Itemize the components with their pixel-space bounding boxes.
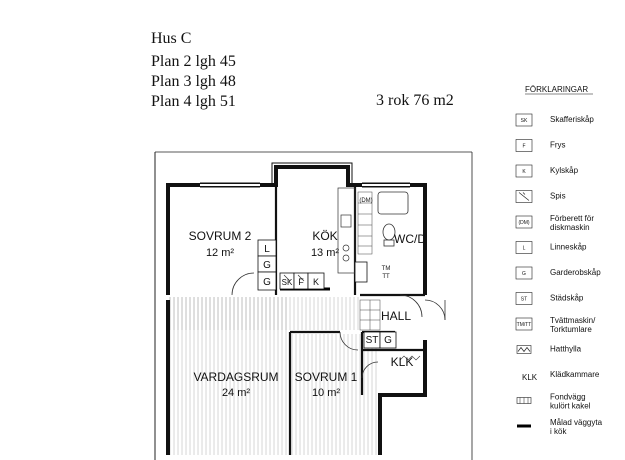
legend-symbol: G bbox=[522, 271, 526, 277]
legend-label: Klädkammare bbox=[550, 370, 600, 379]
legend-label: Skafferiskåp bbox=[550, 115, 594, 124]
fixture-sk: SK bbox=[281, 278, 293, 287]
fixture-l: L bbox=[264, 244, 270, 255]
legend-item bbox=[516, 140, 566, 152]
legend-item bbox=[516, 267, 601, 279]
fixture-st: ST bbox=[365, 335, 379, 346]
fixture-tm: TM bbox=[381, 266, 391, 272]
fixture-g-1: G bbox=[263, 260, 271, 271]
legend-item bbox=[517, 345, 582, 354]
room-wcd-name: WC/D bbox=[394, 232, 426, 246]
room-sovrum2-name: SOVRUM 2 bbox=[188, 229, 252, 243]
legend-symbol: SK bbox=[520, 118, 528, 124]
legend-label-line2: diskmaskin bbox=[550, 223, 590, 232]
legend-item bbox=[516, 293, 584, 305]
fixture-k: K bbox=[312, 277, 320, 287]
fixture-dm: (DM) bbox=[359, 198, 373, 204]
legend bbox=[516, 85, 603, 436]
legend-label: Fondvägg bbox=[550, 392, 586, 402]
legend-label: Tvättmaskin/ bbox=[550, 316, 596, 325]
legend-label: Linneskåp bbox=[550, 242, 587, 252]
legend-symbol: F bbox=[522, 143, 526, 150]
building-title: Hus C bbox=[151, 30, 192, 47]
room-hall-name: HALL bbox=[380, 309, 412, 323]
fixture-g-2: G bbox=[263, 277, 271, 288]
legend-title: FÖRKLARINGAR bbox=[525, 85, 589, 94]
plan-line-3: Plan 4 lgh 51 bbox=[151, 93, 236, 110]
legend-label-line2: Torktumlare bbox=[550, 325, 592, 334]
room-vardagsrum-area: 24 m² bbox=[221, 387, 251, 399]
legend-item bbox=[517, 393, 591, 411]
legend-label: Städskåp bbox=[550, 293, 584, 303]
legend-symbol: KLK bbox=[522, 373, 538, 382]
legend-label: Frys bbox=[550, 140, 566, 150]
legend-item bbox=[516, 242, 587, 254]
legend-symbol: ST bbox=[520, 296, 528, 303]
legend-label: Hatthylla bbox=[550, 344, 582, 354]
room-kok-area: 13 m² bbox=[310, 247, 340, 259]
legend-item bbox=[516, 316, 596, 334]
legend-item bbox=[516, 165, 579, 177]
room-kok-name: KÖK bbox=[312, 229, 338, 243]
legend-label: Spis bbox=[550, 191, 566, 201]
legend-label: Garderobskåp bbox=[550, 268, 601, 277]
legend-symbol: TM/TT bbox=[516, 322, 532, 328]
tile-wall bbox=[358, 192, 380, 330]
room-klk-name: KLK bbox=[390, 355, 414, 369]
legend-symbol: K bbox=[522, 169, 526, 175]
room-sovrum1-name: SOVRUM 1 bbox=[294, 370, 358, 384]
legend-item bbox=[517, 418, 603, 436]
legend-label: Förberett för bbox=[550, 214, 595, 223]
legend-label: Kylskåp bbox=[550, 166, 579, 175]
plan-line-1: Plan 2 lgh 45 bbox=[151, 53, 236, 70]
legend-label-line2: kulört kakel bbox=[550, 401, 591, 411]
legend-label: Målad väggyta bbox=[550, 418, 603, 427]
legend-label-line2: i kök bbox=[550, 427, 567, 436]
legend-item bbox=[516, 114, 594, 126]
room-sovrum1-area: 10 m² bbox=[311, 387, 341, 399]
plan-line-2: Plan 3 lgh 48 bbox=[151, 73, 236, 90]
fixture-tt: TT bbox=[382, 274, 390, 280]
room-sovrum2-area: 12 m² bbox=[205, 247, 235, 259]
legend-item bbox=[522, 370, 600, 382]
apartment-size: 3 rok 76 m2 bbox=[376, 92, 454, 109]
fixture-f: F bbox=[298, 277, 304, 287]
legend-item bbox=[516, 214, 594, 232]
legend-item bbox=[516, 191, 566, 203]
legend-symbol: L bbox=[522, 245, 526, 252]
fixture-g-3: G bbox=[384, 335, 392, 346]
room-vardagsrum-name: VARDAGSRUM bbox=[193, 370, 279, 384]
legend-symbol: (DM) bbox=[518, 220, 530, 226]
